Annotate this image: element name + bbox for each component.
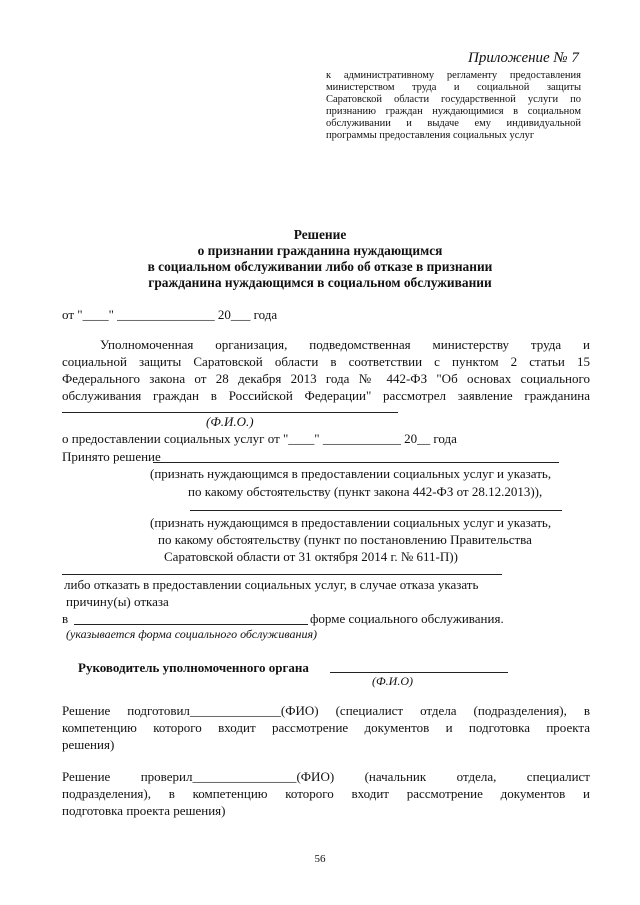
refuse-line: причину(ы) отказа xyxy=(66,594,169,609)
option1-line: (признать нуждающимся в предоставлении социальных услуг и указать, xyxy=(150,466,552,481)
regulation-line: программы предоставления социальных услуг xyxy=(326,130,535,141)
regulation-line: признанию граждан нуждающимися в социальном xyxy=(326,106,581,117)
provision-line: о предоставлении социальных услуг от "____" ____________ 20__ года xyxy=(62,431,457,446)
option2-line: по какому обстоятельству (пункт по постановлению Правительства xyxy=(158,532,532,547)
checked-line: подготовка проекта решения) xyxy=(62,803,226,818)
option2-underline xyxy=(190,510,562,511)
regulation-line: обслуживании и выдаче ему индивидуальной xyxy=(326,118,581,129)
head-label: Руководитель уполномоченного органа xyxy=(78,660,309,675)
regulation-line: министерством труда и социальной защиты xyxy=(326,82,581,93)
regulation-line: к административному регламенту предоставления xyxy=(326,70,581,81)
date-line: от "____" _______________ 20___ года xyxy=(62,307,278,322)
document-title-line: в социальном обслуживании либо об отказе в признании xyxy=(147,259,493,274)
document-title-line: о признании гражданина нуждающимся xyxy=(197,243,443,258)
checked-line: подразделения), в компетенцию которого входит рассмотрение документов и xyxy=(62,786,590,801)
decision-underline xyxy=(153,462,559,463)
document-title: Решение xyxy=(293,227,347,242)
option1-line: по какому обстоятельству (пункт закона 442-ФЗ от 28.12.2013)), xyxy=(188,484,543,499)
form-prefix: в xyxy=(62,611,69,626)
refuse-line: либо отказать в предоставлении социальных услуг, в случае отказа указать xyxy=(64,577,479,592)
document-title-line: гражданина нуждающимся в социальном обслуживании xyxy=(148,275,492,290)
form-suffix: форме социального обслуживания. xyxy=(310,611,504,626)
refuse-underline xyxy=(62,574,502,575)
head-fio-caption: (Ф.И.О) xyxy=(372,674,413,688)
prepared-line: компетенцию которого входит рассмотрение документов и подготовка проекта xyxy=(62,720,590,735)
option2-line: Саратовской области от 31 октября 2014 г. № 611-П)) xyxy=(164,549,458,564)
regulation-line: Саратовской области государственной услуги по xyxy=(326,94,581,105)
decision-label: Принято решение xyxy=(62,449,161,464)
form-caption: (указывается форма социального обслуживания) xyxy=(66,627,318,641)
option2-line: (признать нуждающимся в предоставлении социальных услуг и указать, xyxy=(150,515,552,530)
paragraph-line: социальной защиты Саратовской области в соответствии с пунктом 2 статьи 15 xyxy=(62,354,590,369)
paragraph-line: Федерального закона от 28 декабря 2013 года № 442-ФЗ "Об основах социального xyxy=(62,371,590,386)
fio-caption: (Ф.И.О.) xyxy=(206,414,254,429)
page-number: 56 xyxy=(314,853,326,865)
appendix-title: Приложение № 7 xyxy=(468,50,579,66)
head-signature-underline xyxy=(330,672,508,673)
fio-underline xyxy=(62,412,398,413)
paragraph-line: обслуживания граждан в Российской Федерации" рассмотрел заявление гражданина xyxy=(62,388,590,403)
checked-line: Решение проверил________________(ФИО) (начальник отдела, специалист xyxy=(62,769,590,784)
prepared-line: решения) xyxy=(62,737,115,752)
prepared-line: Решение подготовил______________(ФИО) (специалист отдела (подразделения), в xyxy=(62,703,590,718)
paragraph-line: Уполномоченная организация, подведомственная министерству труда и xyxy=(100,337,590,352)
form-underline xyxy=(74,624,308,625)
